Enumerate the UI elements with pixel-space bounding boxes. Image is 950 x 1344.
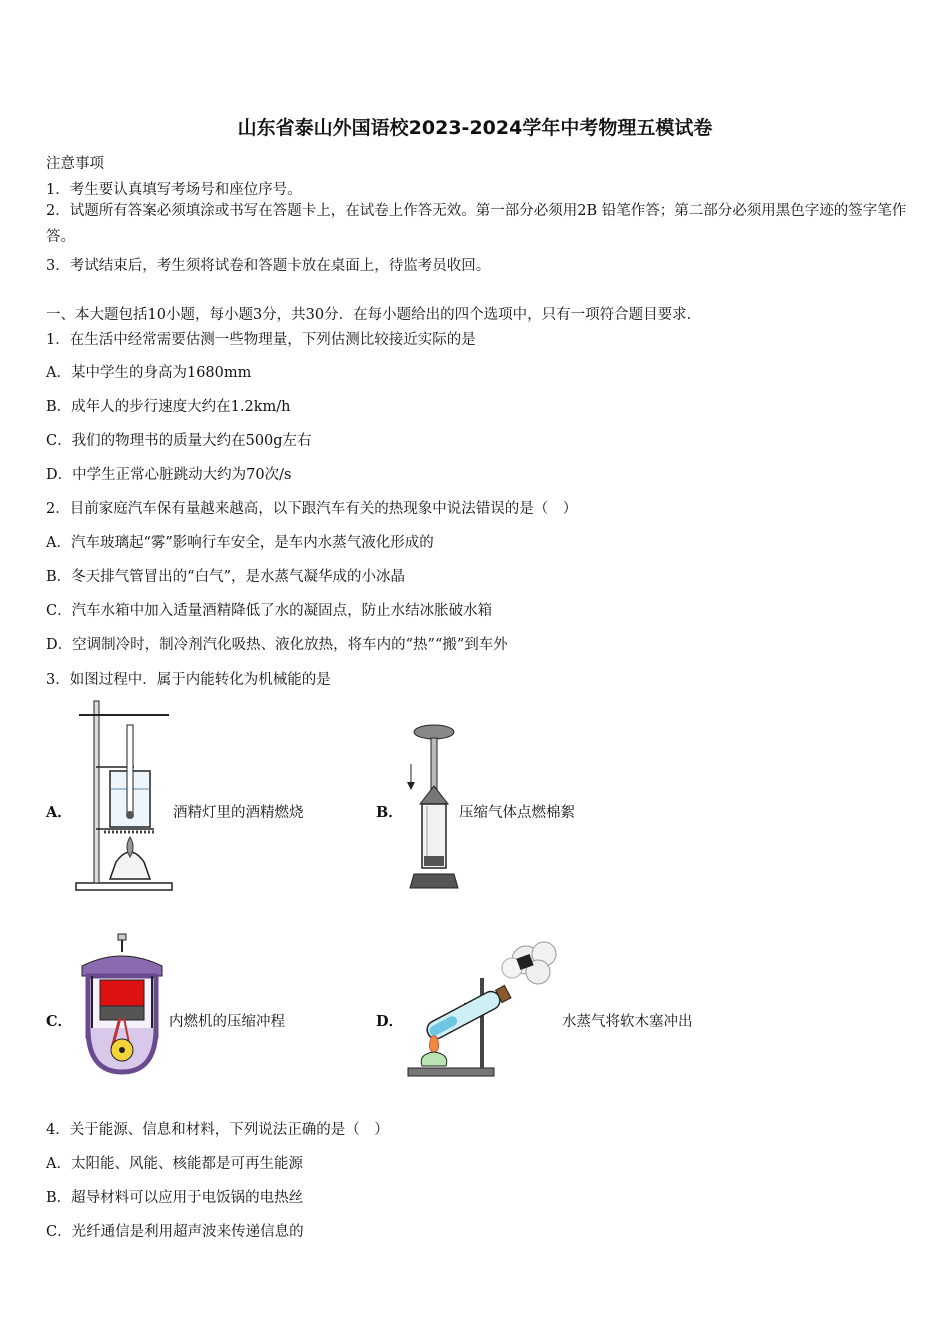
question-option: C．汽车水箱中加入适量酒精降低了水的凝固点，防止水结冰胀破水箱 (46, 603, 493, 619)
question-option: D．中学生正常心脏跳动大约为70次/s (46, 467, 292, 483)
section-heading: 一、本大题包括10小题，每小题3分，共30分．在每小题给出的四个选项中，只有一项符合题目要求． (46, 307, 702, 323)
question-option: C．光纤通信是利用超声波来传递信息的 (46, 1224, 304, 1240)
question-option: A．汽车玻璃起“雾”影响行车安全，是车内水蒸气液化形成的 (46, 535, 434, 551)
question-option: B．成年人的步行速度大约在1.2km/h (46, 399, 291, 415)
combustion-engine-figure (74, 932, 170, 1078)
question-stem: 4．关于能源、信息和材料，下列说法正确的是（ ） (46, 1122, 389, 1138)
option-a-caption: 酒精灯里的酒精燃烧 (173, 805, 304, 821)
question-stem: 1．在生活中经常需要估测一些物理量，下列估测比较接近实际的是 (46, 332, 476, 348)
option-d-label: D． (376, 1013, 404, 1030)
notice-item: 3．考试结束后，考生须将试卷和答题卡放在桌面上，待监考员收回。 (46, 258, 491, 274)
option-d-caption: 水蒸气将软木塞冲出 (562, 1014, 693, 1030)
option-b-label: B． (376, 804, 403, 821)
option-a-label: A． (46, 804, 72, 821)
option-c-label: C． (46, 1013, 73, 1030)
question-option: A．某中学生的身高为1680mm (46, 365, 252, 381)
question-stem: 2．目前家庭汽车保有量越来越高，以下跟汽车有关的热现象中说法错误的是（ ） (46, 501, 578, 517)
page-title: 山东省泰山外国语校2023-2024学年中考物理五模试卷 (237, 117, 713, 139)
steam-cork-figure (404, 938, 564, 1080)
question-option: A．太阳能、风能、核能都是可再生能源 (46, 1156, 303, 1172)
notice-heading: 注意事项 (46, 156, 104, 172)
notice-item: 1．考生要认真填写考场号和座位序号。 (46, 182, 302, 198)
question-option: D．空调制冷时，制冷剂汽化吸热、液化放热，将车内的“热”“搬”到车外 (46, 637, 508, 653)
question-option: C．我们的物理书的质量大约在500g左右 (46, 433, 312, 449)
option-b-caption: 压缩气体点燃棉絮 (459, 805, 575, 821)
option-c-caption: 内燃机的压缩冲程 (169, 1014, 285, 1030)
question-option: B．冬天排气管冒出的“白气”，是水蒸气凝华成的小冰晶 (46, 569, 405, 585)
notice-item: 2．试题所有答案必须填涂或书写在答题卡上，在试卷上作答无效。第一部分必须用2B 铅笔作答；第二部分必须用黑色字迹的签字笔作答。 (46, 203, 907, 245)
fire-syringe-figure (402, 722, 460, 892)
alcohol-lamp-figure (74, 697, 174, 893)
question-option: B．超导材料可以应用于电饭锅的电热丝 (46, 1190, 304, 1206)
question-stem: 3．如图过程中．属于内能转化为机械能的是 (46, 672, 331, 688)
